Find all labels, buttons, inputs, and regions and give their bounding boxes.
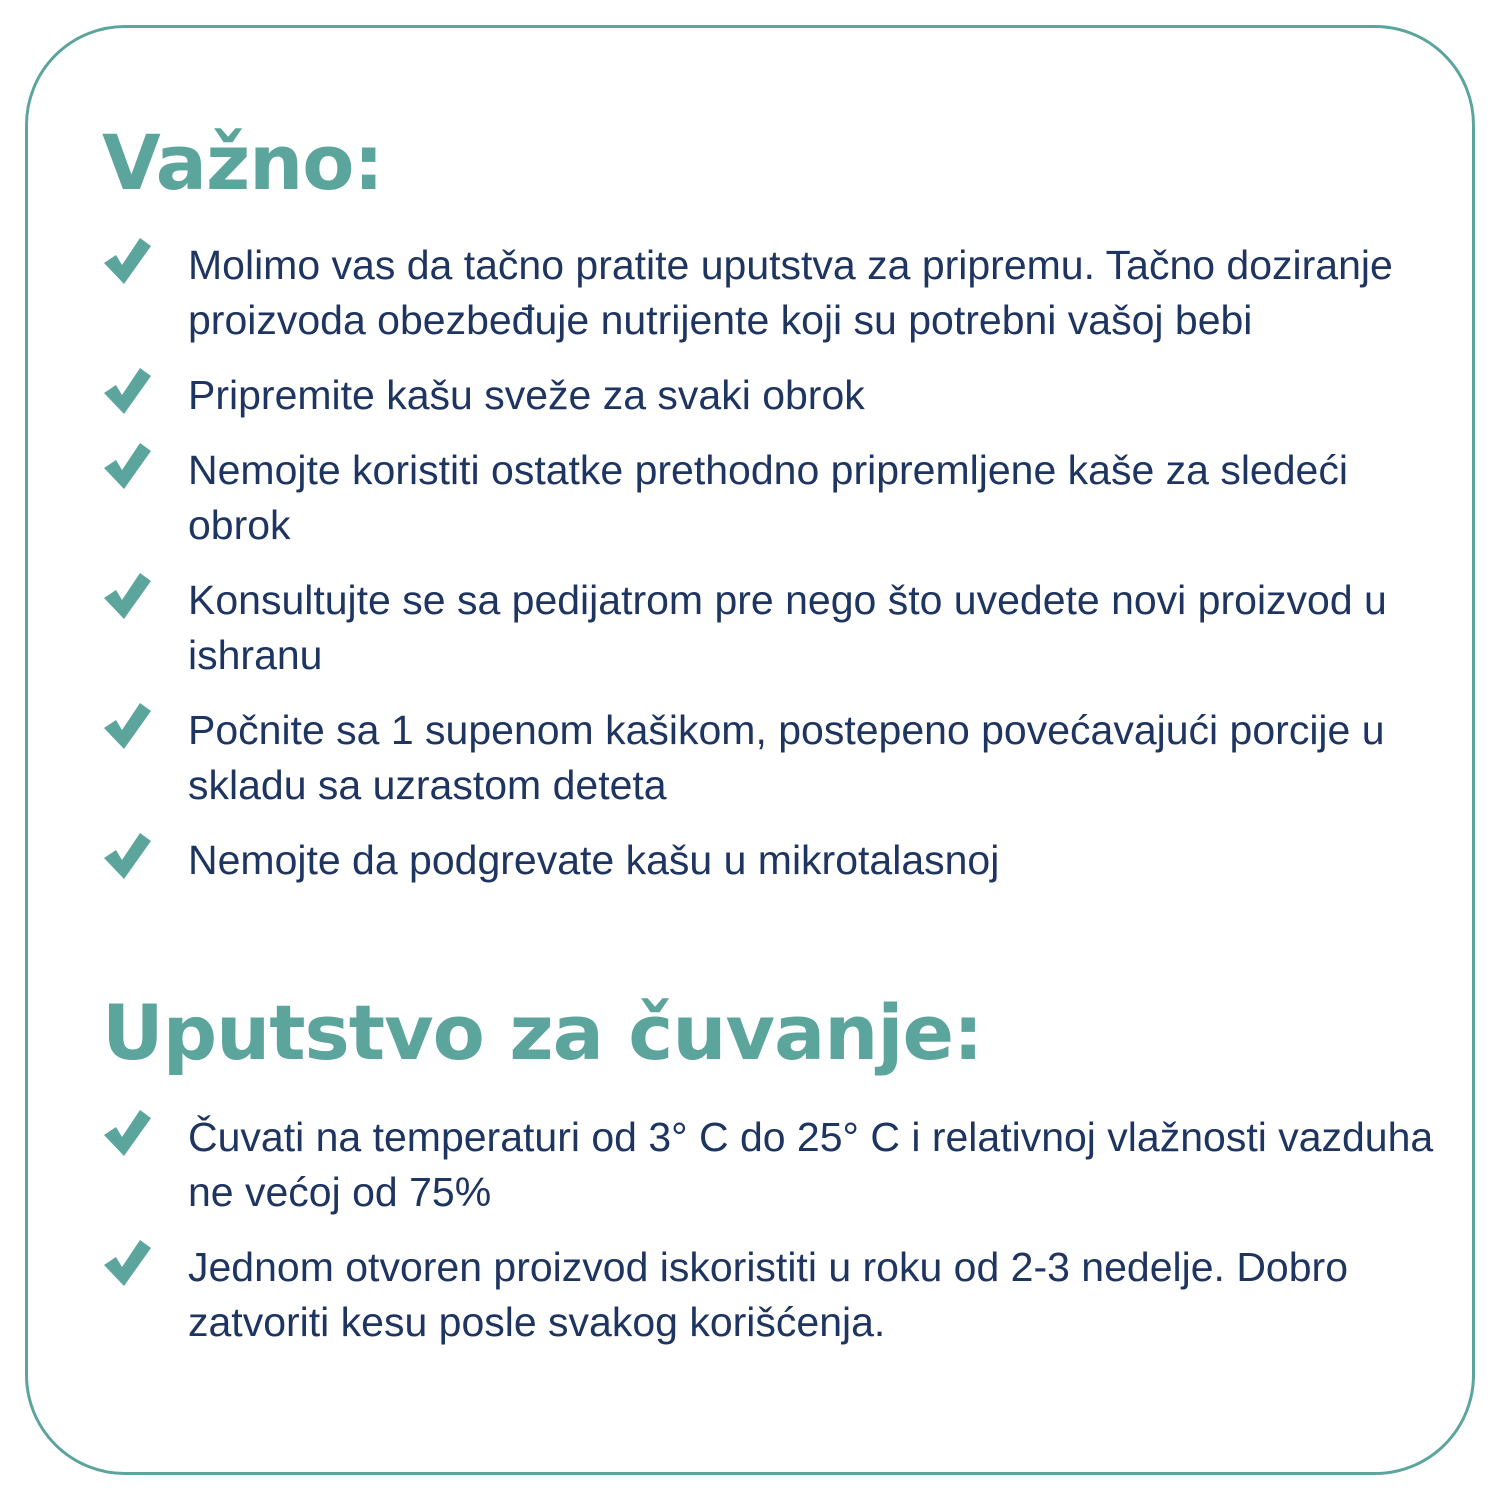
- important-heading: Važno:: [102, 118, 383, 207]
- check-icon: [102, 1108, 152, 1158]
- check-icon: [102, 831, 152, 881]
- list-item: [102, 1110, 1440, 1220]
- list-item: [102, 573, 1440, 683]
- check-icon: [102, 441, 152, 491]
- list-item-text: Pripremite kašu sveže za svaki obrok: [188, 372, 865, 418]
- list-item-text: Konsultujte se sa pedijatrom pre nego što uvedete novi proizvod u ishranu: [188, 577, 1387, 678]
- list-item: [102, 833, 1440, 888]
- list-item-text: Počnite sa 1 supenom kašikom, postepeno povećavajući porcije u skladu sa uzrastom deteta: [188, 707, 1385, 808]
- list-item: [102, 238, 1440, 348]
- list-item-text: Čuvati na temperaturi od 3° C do 25° C i relativnoj vlažnosti vazduha ne većoj od 75%: [188, 1114, 1434, 1215]
- check-icon: [102, 701, 152, 751]
- list-item-text: Nemojte da podgrevate kašu u mikrotalasnoj: [188, 837, 1000, 883]
- list-item: [102, 443, 1440, 553]
- storage-list: [102, 1110, 1440, 1370]
- list-item: [102, 703, 1440, 813]
- important-list: [102, 238, 1440, 908]
- storage-heading: Uputstvo za čuvanje:: [102, 988, 983, 1077]
- list-item: [102, 1240, 1440, 1350]
- list-item-text: Molimo vas da tačno pratite uputstva za pripremu. Tačno doziranje proizvoda obezbeđuje nutrijente koji su potrebni vašoj bebi: [188, 242, 1393, 343]
- check-icon: [102, 1238, 152, 1288]
- check-icon: [102, 366, 152, 416]
- list-item-text: Nemojte koristiti ostatke prethodno pripremljene kaše za sledeći obrok: [188, 447, 1348, 548]
- check-icon: [102, 236, 152, 286]
- check-icon: [102, 571, 152, 621]
- list-item-text: Jednom otvoren proizvod iskoristiti u roku od 2-3 nedelje. Dobro zatvoriti kesu posle svakog korišćenja.: [188, 1244, 1348, 1345]
- list-item: [102, 368, 1440, 423]
